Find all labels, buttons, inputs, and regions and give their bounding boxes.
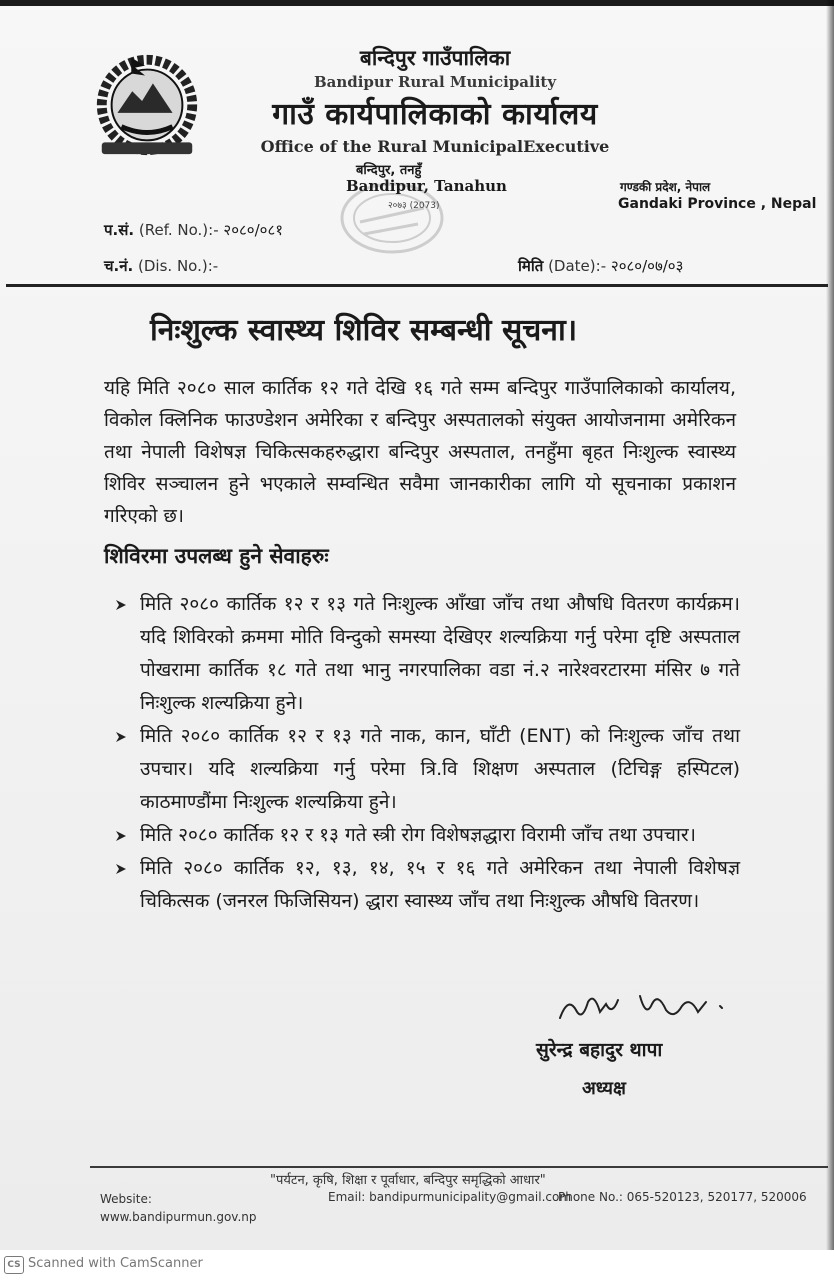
address-en: Bandipur, Tanahun	[346, 177, 507, 195]
notice-title: निःशुल्क स्वास्थ्य शिविर सम्बन्धी सूचना।	[150, 313, 578, 348]
reference-number	[104, 220, 283, 240]
service-text: मिति २०८० कार्तिक १२ र १३ गते नाक, कान, घाँटी (ENT) को निःशुल्क जाँच तथा उपचार। यदि शल्यक्रिया गर्नु परेमा त्रि.वि शिक्षण अस्पताल (टिचिङ्ग हस्पिटल) काठमाण्डौंमा निःशुल्क शल्यक्रिया हुने।	[140, 725, 740, 813]
arrow-bullet-icon	[114, 862, 128, 876]
services-heading: शिविरमा उपलब्ध हुने सेवाहरुः	[104, 544, 329, 568]
office-name-np: गाउँ कार्यपालिकाको कार्यालय	[272, 97, 598, 132]
scan-edge-top	[0, 0, 834, 6]
header-divider	[6, 284, 828, 287]
letter-date	[518, 256, 683, 276]
municipality-name-np: बन्दिपुर गाउँपालिका	[359, 46, 511, 70]
service-item	[112, 852, 740, 918]
ref-value: २०८०/०८१	[223, 221, 284, 239]
handwritten-signature	[554, 988, 734, 1028]
nepal-emblem-icon	[88, 44, 206, 162]
arrow-bullet-icon	[114, 829, 128, 843]
service-text: मिति २०८० कार्तिक १२ र १३ गते स्त्री रोग विशेषज्ञद्धारा विरामी जाँच तथा उपचार।	[140, 824, 696, 846]
dis-label-en: (Dis. No.):-	[138, 257, 219, 275]
signatory-name: सुरेन्द्र बहादुर थापा	[536, 1039, 663, 1061]
scan-edge-right	[826, 0, 834, 1250]
footer-motto: "पर्यटन, कृषि, शिक्षा र पूर्वाधार, बन्दिपुर समृद्धिको आधार"	[270, 1173, 546, 1188]
province-np: गण्डकी प्रदेश, नेपाल	[620, 180, 711, 194]
date-label-np: मिति	[518, 257, 544, 275]
dispatch-number	[104, 256, 218, 276]
service-item	[112, 720, 740, 819]
services-list	[112, 588, 740, 918]
footer-website: Website: www.bandipurmun.gov.np	[100, 1192, 257, 1224]
footer-divider	[90, 1166, 828, 1168]
notice-body: यहि मिति २०८० साल कार्तिक १२ गते देखि १६ गते सम्म बन्दिपुर गाउँपालिकाको कार्यालय, विकोल क्लिनिक फाउण्डेशन अमेरिका र बन्दिपुर अस्पतालको संयुक्त आयोजनामा अमेरिकन तथा नेपाली विशेषज्ञ चिकित्सकहरुद्धारा बन्दिपुर अस्पताल, तनहुँमा बृहत निःशुल्क स्वास्थ्य शिविर सञ्चालन हुने भएकाले सम्वन्धित सवैमा जानकारीका लागि यो सूचनाका प्रकाशन गरिएको छ।	[104, 377, 736, 527]
camscanner-logo-icon: CS	[4, 1256, 24, 1274]
service-item	[112, 819, 740, 852]
footer-phone: Phone No.: 065-520123, 520177, 520006	[558, 1190, 807, 1204]
service-text: मिति २०८० कार्तिक १२ र १३ गते निःशुल्क आँखा जाँच तथा औषधि वितरण कार्यक्रम।यदि शिविरको क्रममा मोति विन्दुको समस्या देखिएर शल्यक्रिया गर्नु परेमा दृष्टि अस्पताल पोखरामा कार्तिक १८ गते तथा भानु नगरपालिका वडा नं.२ नारेश्वरटारमा मंसिर ७ गते निःशुल्क शल्यक्रिया हुने।	[140, 593, 740, 714]
province-en: Gandaki Province , Nepal	[618, 196, 817, 212]
service-item	[112, 588, 740, 720]
established-year: २०७३ (2073)	[388, 201, 440, 211]
footer-email: Email: bandipurmunicipality@gmail.com	[328, 1190, 572, 1204]
service-text: मिति २०८० कार्तिक १२, १३, १४, १५ र १६ गते अमेरिकन तथा नेपाली विशेषज्ञ चिकित्सक (जनरल फिजिसियन) द्धारा स्वास्थ्य जाँच तथा निःशुल्क औषधि वितरण।	[140, 857, 740, 912]
ref-label-np: प.सं.	[104, 221, 135, 239]
municipality-name-en: Bandipur Rural Municipality	[313, 73, 557, 91]
office-name-en: Office of the Rural MunicipalExecutive	[260, 137, 610, 156]
scanner-label: Scanned with CamScanner	[28, 1256, 203, 1271]
date-value: २०८०/०७/०३	[610, 257, 684, 275]
dis-label-np: च.नं.	[104, 257, 134, 275]
arrow-bullet-icon	[114, 598, 128, 612]
arrow-bullet-icon	[114, 730, 128, 744]
address-np: बन्दिपुर, तनहुँ	[356, 163, 422, 178]
date-label-en: (Date):-	[548, 257, 607, 275]
ref-label-en: (Ref. No.):-	[138, 221, 219, 239]
signatory-designation: अध्यक्ष	[582, 1078, 626, 1099]
